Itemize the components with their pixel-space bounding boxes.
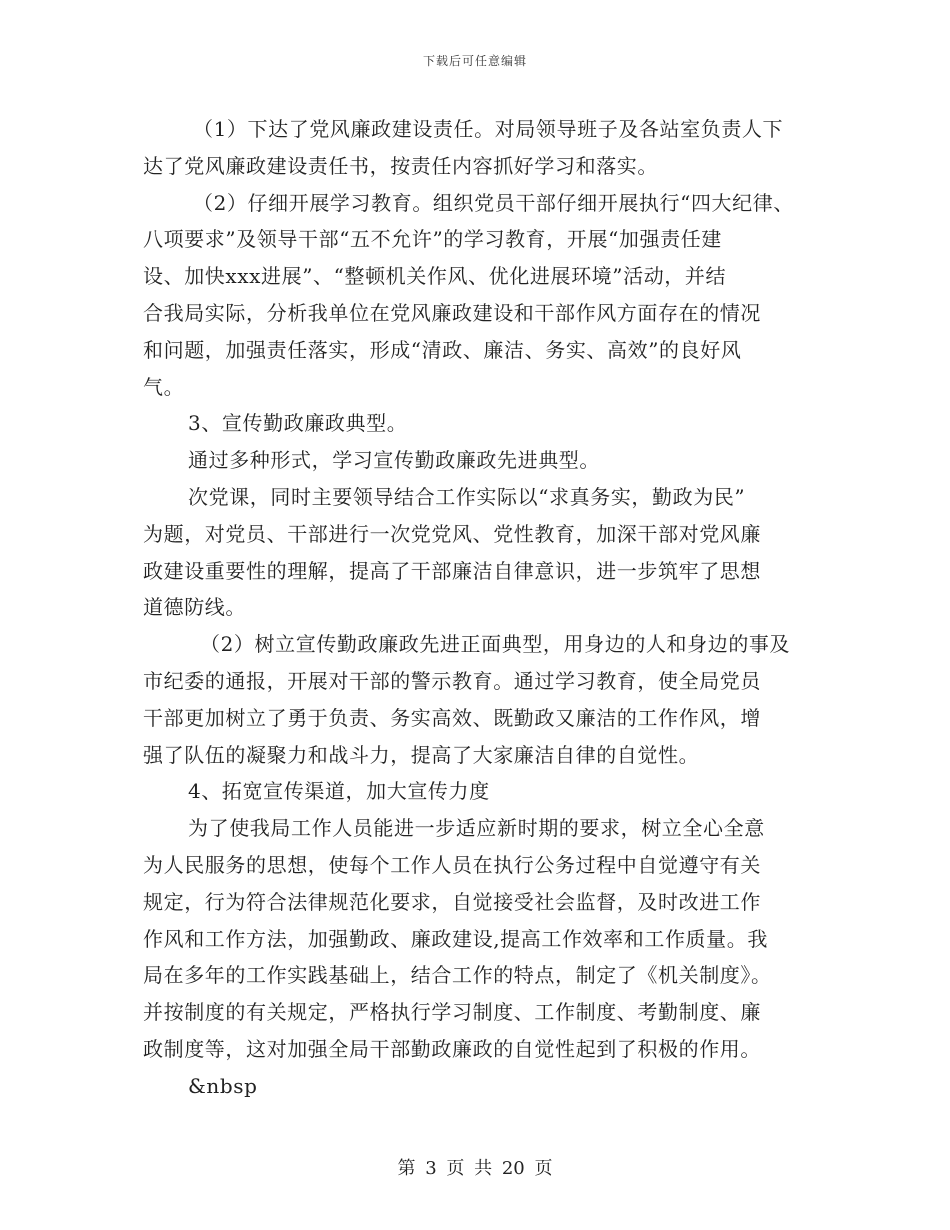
page-number: 第 3 页 共 20 页: [397, 1158, 553, 1179]
paragraph-line: 气。: [143, 374, 185, 399]
paragraph-line: 规定，行为符合法律规范化要求，自觉接受社会监督，及时改进工作: [143, 889, 761, 914]
paragraph-line: 达了党风廉政建设责任书，按责任内容抓好学习和落实。: [143, 153, 658, 178]
paragraph-line: &nbsp: [188, 1073, 258, 1098]
paragraph-line: （2）树立宣传勤政廉政先进正面典型，用身边的人和身边的事及: [200, 632, 791, 657]
page-header-note: 下载后可任意编辑: [422, 54, 527, 68]
paragraph-line: 通过多种形式，学习宣传勤政廉政先进典型。: [188, 448, 600, 473]
paragraph-line: 为题，对党员、干部进行一次党党风、党性教育，加深干部对党风廉: [143, 521, 761, 546]
paragraph-line: 合我局实际，分析我单位在党风廉政建设和干部作风方面存在的情况: [143, 300, 761, 325]
paragraph-line: 市纪委的通报，开展对干部的警示教育。通过学习教育，使全局党员: [143, 668, 761, 693]
paragraph-line: 为人民服务的思想，使每个工作人员在执行公务过程中自觉遵守有关: [143, 852, 761, 877]
paragraph-line: 强了队伍的凝聚力和战斗力，提高了大家廉洁自律的自觉性。: [143, 742, 700, 767]
paragraph-line: 政制度等，这对加强全局干部勤政廉政的自觉性起到了积极的作用。: [143, 1036, 761, 1061]
paragraph-line: 为了使我局工作人员能进一步适应新时期的要求，树立全心全意: [188, 816, 765, 841]
paragraph-line: 和问题，加强责任落实，形成“清政、廉洁、务实、高效”的良好风: [143, 337, 742, 362]
section-heading: 3、宣传勤政廉政典型。: [188, 411, 408, 436]
paragraph-line: 八项要求”及领导干部“五不允许”的学习教育，开展“加强责任建: [143, 227, 722, 252]
paragraph-line: 作风和工作方法，加强勤政、廉政建设,提高工作效率和工作质量。我: [143, 926, 768, 951]
paragraph-line: （1）下达了党风廉政建设责任。对局领导班子及各站室负责人下: [193, 117, 784, 141]
paragraph-line: 道德防线。: [143, 595, 246, 620]
paragraph-line: 次党课，同时主要领导结合工作实际以“求真务实，勤政为民”: [188, 484, 746, 509]
paragraph-line: 设、加快xxx进展”、“整顿机关作风、优化进展环境”活动，并结: [143, 264, 727, 289]
paragraph-line: 并按制度的有关规定，严格执行学习制度、工作制度、考勤制度、廉: [143, 1000, 761, 1025]
paragraph-line: （2）仔细开展学习教育。组织党员干部仔细开展执行“四大纪律、: [193, 190, 794, 215]
section-heading: 4、拓宽宣传渠道，加大宣传力度: [188, 779, 490, 804]
document-body: [143, 111, 833, 1105]
paragraph-line: 干部更加树立了勇于负责、务实高效、既勤政又廉洁的工作作风，增: [143, 705, 761, 730]
paragraph-line: 政建设重要性的理解，提高了干部廉洁自律意识，进一步筑牢了思想: [143, 558, 761, 583]
paragraph-line: 局在多年的工作实践基础上，结合工作的特点，制定了《机关制度》。: [143, 963, 772, 988]
